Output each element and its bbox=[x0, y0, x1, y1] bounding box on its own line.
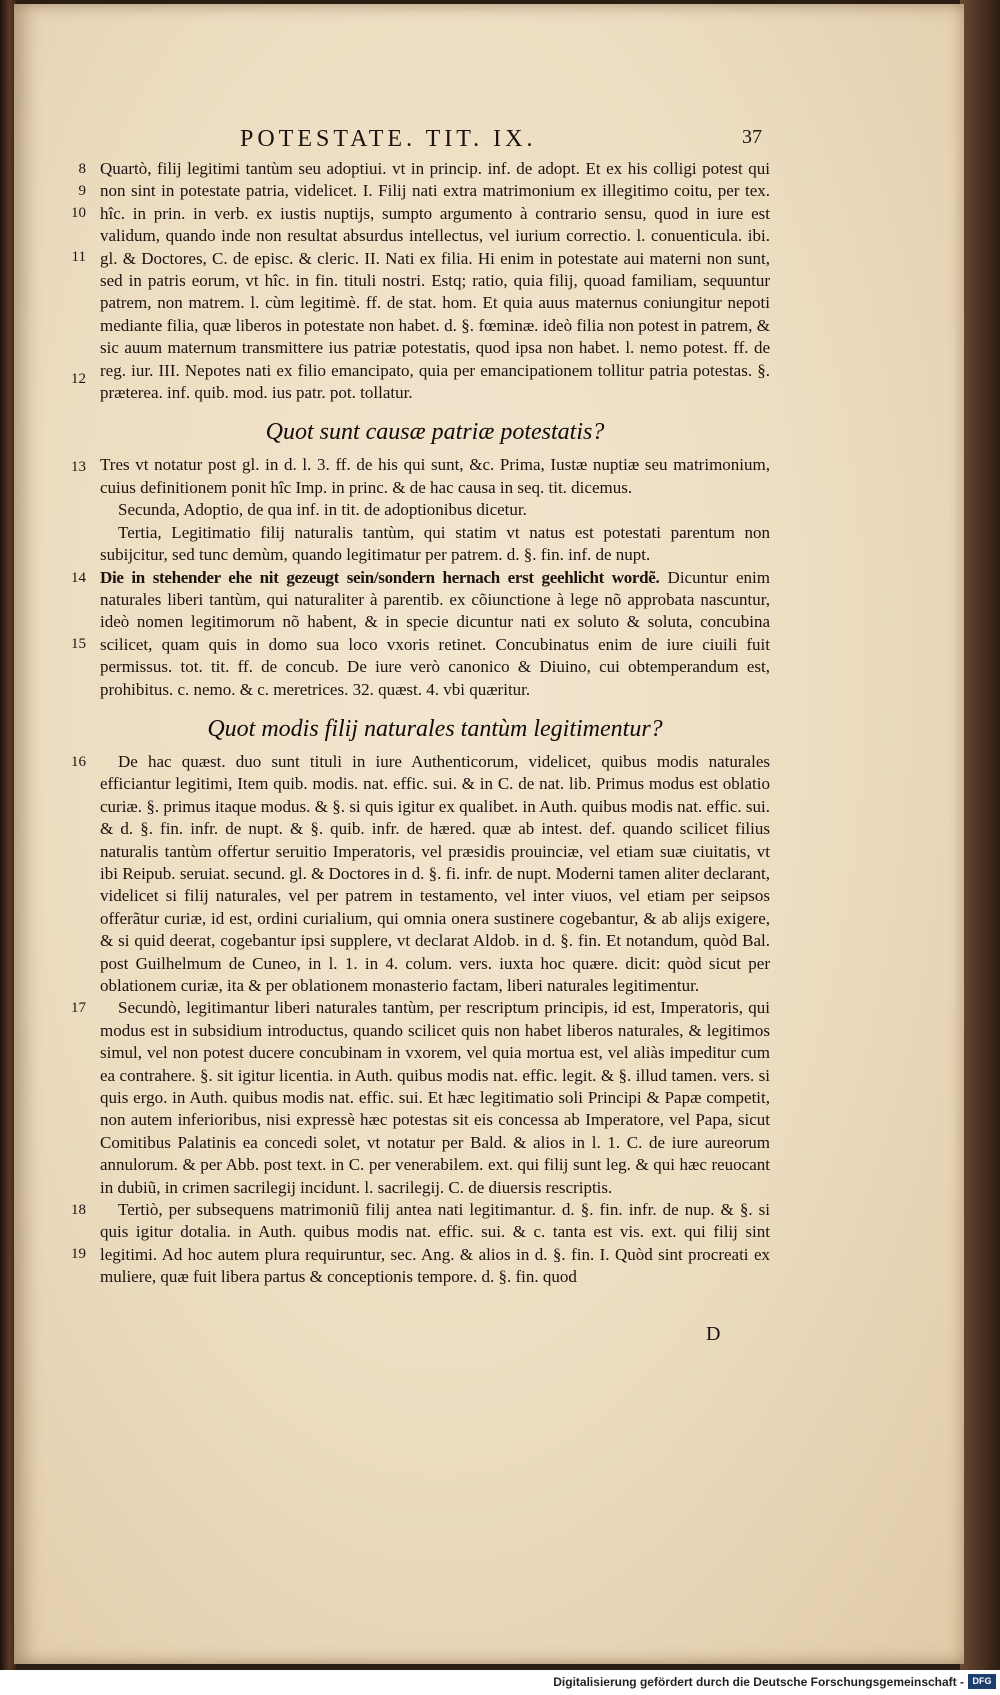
paragraph-text: De hac quæst. duo sunt tituli in iure Authenticorum, videlicet, quibus modis naturales efficiantur legitimi, Item quib. modis. nat. effic. sui. & in C. de nat. lib. Primus modus est oblatio curiæ. §. primus itaque modus. & §. si quis igitur ex qualibet. in Auth. quibus modis nat. effic. sui. & d. §. fin. infr. de nupt. & §. quib. infr. de hæred. quæ ab intest. def. quando scilicet filius naturalis tantùm offertur seruitio Imperatoris, vel præsidis prouinciæ, vel etiam suæ ciuitatis, vt ibi Reipub. seruiat. secund. gl. & Doctores in d. §. fi. infr. de nupt. Moderni tamen aliter declarant, videlicet si filij naturales, vel per patrem in testamento, vel inter viuos, vel etiam per seipsos offerãtur curiæ, id est, ordini curialium, qui omnia onera sustinere cogebantur, & ab alijs exigere, & si quid deerat, cogebantur ipsi supplere, vt declarat Aldob. in d. §. fin. Et notandum, quòd Bal. post Guilhelmum de Cuneo, in l. 1. in 4. colum. vers. iuxta hoc quære. dicit: quòd sicut per oblationem curiæ, ita & per oblationem monasterio factam, liberi naturales legitimentur. bbox=[100, 751, 770, 995]
german-gloss: Die in stehender ehe nit gezeugt sein/sondern hernach erst geehlicht wordẽ. bbox=[100, 567, 660, 587]
margin-number-14: 14 bbox=[71, 569, 86, 586]
margin-number-17: 17 bbox=[71, 1000, 86, 1017]
margin-number-16: 16 bbox=[71, 753, 86, 770]
paragraph-3: Secunda, Adoptio, de qua inf. in tit. de adoptionibus dicetur. bbox=[118, 500, 527, 520]
paragraph-text: Tres vt notatur post gl. in d. l. 3. ff. de his qui sunt, &c. Prima, Iustæ nuptiæ seu matrimonium, cuius definitionem ponit hîc Imp. in princ. & de hac causa in seq. tit. dicemus. bbox=[100, 455, 770, 497]
paragraph-8 bbox=[71, 1199, 770, 1289]
margin-number-15: 15 bbox=[71, 635, 86, 652]
running-title: POTESTATE. TIT. IX. bbox=[240, 126, 537, 152]
section-heading-2: Quot modis filij naturales tantùm legitimentur? bbox=[207, 715, 663, 742]
margin-number-8: 8 bbox=[78, 161, 86, 177]
paragraph-text: Dicuntur enim naturales liberi tantùm, qui naturaliter à parentib. ex cõiunctione à lege nõ approbata nascuntur, ideò nomen legitimorum nõ habent, & in specie dicuntur nati ex soluto & soluta, concubina scilicet, quam quis in domo sua loco vxoris retinet. Concubinatus enim de iure ciuili fuit permissus. tot. tit. ff. de concub. De iure verò canonico & Diuino, cui obtemperandum est, prohibitus. c. nemo. & c. meretrices. 32. quæst. 4. vbi quæritur. bbox=[100, 567, 770, 699]
section-heading-1: Quot sunt causæ patriæ potestatis? bbox=[265, 419, 605, 446]
dfg-logo: DFG bbox=[968, 1674, 996, 1689]
paragraph-6 bbox=[71, 751, 770, 997]
paragraph-4: Tertia, Legitimatio filij naturalis tantùm, qui statim vt natus est potestati parentum non subijcitur, sed tunc demùm, quando legitimatur per patrem. d. §. fin. inf. de nupt. bbox=[100, 522, 770, 565]
paragraph-1 bbox=[71, 158, 770, 404]
paragraph-5 bbox=[71, 567, 770, 701]
margin-number-13: 13 bbox=[71, 459, 86, 476]
page-edge bbox=[960, 0, 1000, 1670]
paragraph-text: Tertiò, per subsequens matrimoniũ filij antea nati legitimantur. d. §. fin. infr. de nup. & §. si quis igitur dotalia. in Auth. quibus modis nat. effic. sui. & c. tanta est vis. ext. qui filij sint legitimi. Ad hoc autem plura requiruntur, sec. Ang. & alios in d. §. fin. I. Quòd sint procreati ex muliere, quæ fuit libera partus & conceptionis tempore. d. §. fin. quod bbox=[100, 1200, 770, 1287]
folio-number: 37 bbox=[742, 126, 762, 148]
footer-bar bbox=[0, 1670, 1000, 1695]
paragraph-text: Secundò, legitimantur liberi naturales tantùm, per rescriptum principis, id est, Imperatoris, qui modus est in subsidium introductus, quando scilicet quis non habet liberos naturales, & legitimos simul, vel non potest ducere concubinam in vxorem, vel quia mortua est, vel aliàs impeditur cum ea contrahere. §. sit igitur licentia. in Auth. quibus modis nat. effic. legit. & §. illud tamen. vers. si quis ergo. in Auth. quibus modis nat. effic. sui. Et hæc legitimatio soli Principi & Papæ competit, non autem inferioribus, nisi expressè hæc potestas sit eis concessa ab Imperatore, vel Papa, sicut Comitibus Palatinis ea concedi solet, vt notatur per Bald. & alios in l. 1. C. de iure aureorum annulorum. & per Abb. post text. in C. per venerabilem. ext. qui filij sunt leg. & qui hæc reuocant in dubiũ, in crimen sacrilegij incidunt. l. sacrilegij. C. de diuersis rescriptis. bbox=[100, 998, 770, 1197]
margin-number-10: 10 bbox=[71, 205, 86, 221]
paragraph-text: Quartò, filij legitimi tantùm seu adoptiui. vt in princip. inf. de adopt. Et ex his colligi potest qui non sint in potestate patria, videlicet. I. Filij nati extra matrimonium ex illegitimo coitu, per tex. hîc. in prin. in verb. ex iustis nuptijs, sumpto argumento à contrario sensu, quod in iure est validum, quando inde non resultat absurdus intellectus, vel iurium correctio. l. conuenticula. ibi. gl. & Doctores, C. de episc. & cleric. II. Nati ex filia. Hi enim in potestate aui materni non sunt, sed in patris eorum, vt hîc. in fin. tituli nostri. Estq; ratio, quia filij, quoad familiam, sequuntur patrem, non matrem. l. cùm legitimè. ff. de stat. hom. Et quia auus maternus coniungitur nepoti mediante filia, quæ liberos in potestate non habet. d. §. fœminæ. ideò filia non potest in patrem, & sic auum maternum transmittere ius patriæ potestatis, quod ipsa non habet. l. nemo potest. ff. de reg. iur. III. Nepotes nati ex filio emancipato, quia per emancipationem tollitur patria potestas. §. præterea. inf. quib. mod. ius patr. pot. tollatur. bbox=[100, 159, 770, 403]
margin-number-18: 18 bbox=[71, 1202, 86, 1219]
page-body bbox=[71, 158, 770, 1289]
margin-number-11: 11 bbox=[71, 249, 86, 265]
paragraph-7 bbox=[71, 997, 770, 1199]
signature-mark: D bbox=[706, 1323, 721, 1345]
margin-number-19: 19 bbox=[71, 1246, 86, 1263]
margin-number-9: 9 bbox=[78, 183, 86, 199]
margin-number-12: 12 bbox=[71, 371, 86, 387]
footer-credit: Digitalisierung gefördert durch die Deutsche Forschungsgemeinschaft - bbox=[553, 1675, 964, 1689]
paragraph-2 bbox=[71, 454, 770, 499]
